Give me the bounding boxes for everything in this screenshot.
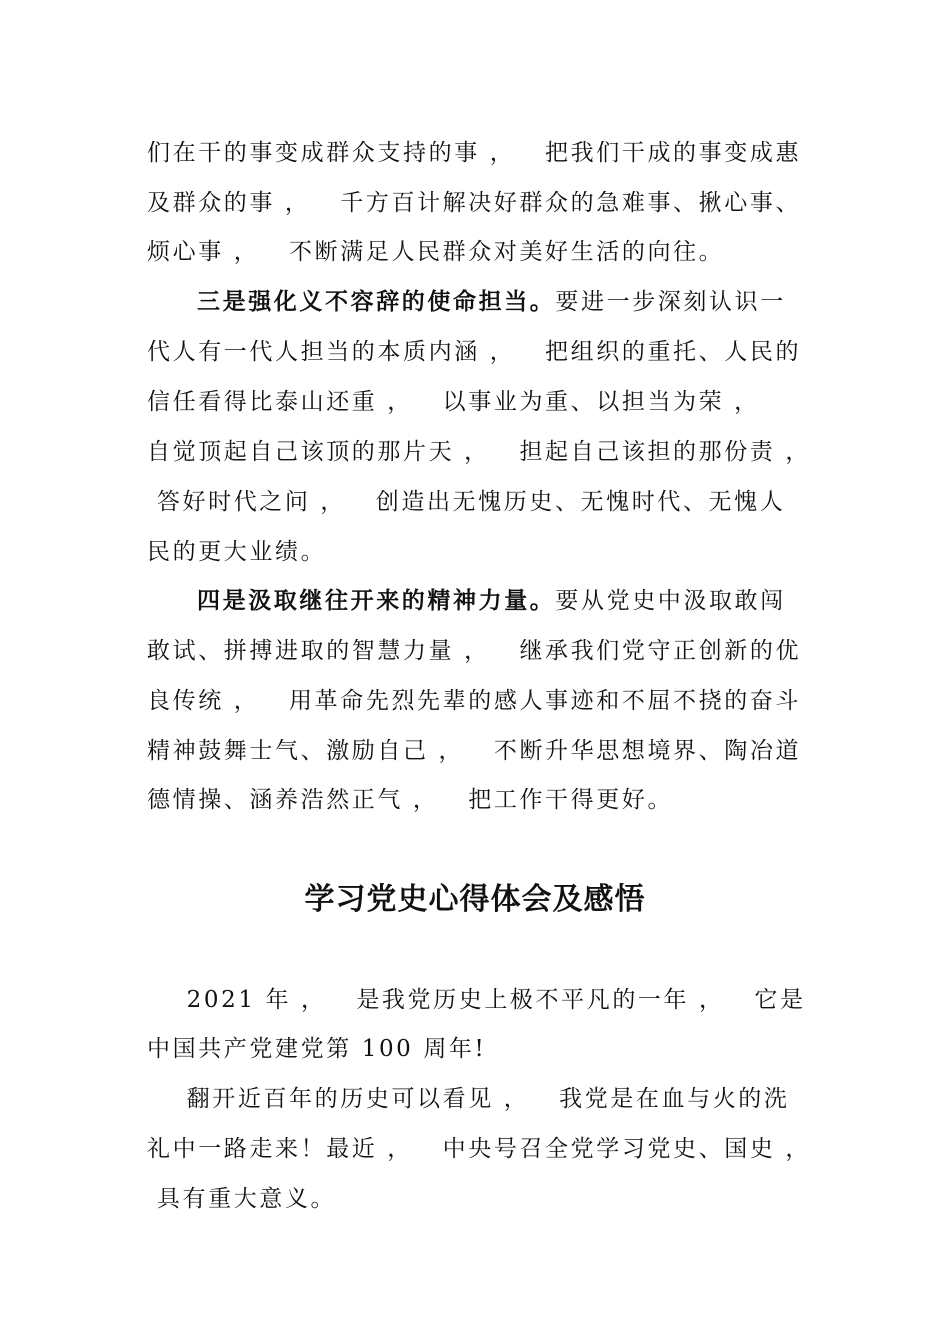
paragraph-line: 良传统 ， 用革命先烈先辈的感人事迹和不屈不挠的奋斗 xyxy=(147,688,802,714)
paragraph-line: 精神鼓舞士气、激励自己 ， 不断升华思想境界、陶冶道 xyxy=(147,738,802,764)
point-four-heading: 四是汲取继往开来的精神力量。 xyxy=(197,587,556,614)
paragraph-line: 翻开近百年的历史可以看见 ， 我党是在血与火的洗 xyxy=(147,1086,790,1112)
paragraph-line: 烦心事 ， 不断满足人民群众对美好生活的向往。 xyxy=(147,239,725,265)
paragraph-line: 中国共产党建党第 100 周年! xyxy=(147,1036,487,1062)
point-four-first-line xyxy=(197,586,807,616)
paragraph-line: 们在干的事变成群众支持的事 ， 把我们干成的事变成惠 xyxy=(147,140,802,166)
paragraph-line: 礼中一路走来！最近 ， 中央号召全党学习党史、国史 ， xyxy=(147,1136,811,1162)
point-three-first-line xyxy=(197,287,807,317)
paragraph-line: 民的更大业绩。 xyxy=(147,539,327,565)
point-four-lead: 要从党史中汲取敢闯 xyxy=(555,588,786,614)
paragraph-line: 自觉顶起自己该顶的那片天 ， 担起自己该担的那份责 ， xyxy=(147,439,811,465)
paragraph-line: 具有重大意义。 xyxy=(147,1186,337,1212)
paragraph-line: 德情操、涵养浩然正气 ， 把工作干得更好。 xyxy=(147,787,674,813)
point-three-heading: 三是强化义不容辞的使命担当。 xyxy=(197,288,556,315)
paragraph-line: 及群众的事 ， 千方百计解决好群众的急难事、揪心事、 xyxy=(147,190,802,216)
paragraph-line: 答好时代之问 ， 创造出无愧历史、无愧时代、无愧人 xyxy=(147,489,786,515)
article-title: 学习党史心得体会及感悟 xyxy=(304,882,646,917)
paragraph-line: 2021 年 ， 是我党历史上极不平凡的一年 ， 它是 xyxy=(147,987,806,1013)
paragraph-line: 敢试、拼搏进取的智慧力量 ， 继承我们党守正创新的优 xyxy=(147,638,802,664)
point-three-lead: 要进一步深刻认识一 xyxy=(555,289,786,315)
paragraph-line: 信任看得比泰山还重 ， 以事业为重、以担当为荣 ， xyxy=(147,389,760,415)
paragraph-line: 代人有一代人担当的本质内涵 ， 把组织的重托、人民的 xyxy=(147,339,802,365)
